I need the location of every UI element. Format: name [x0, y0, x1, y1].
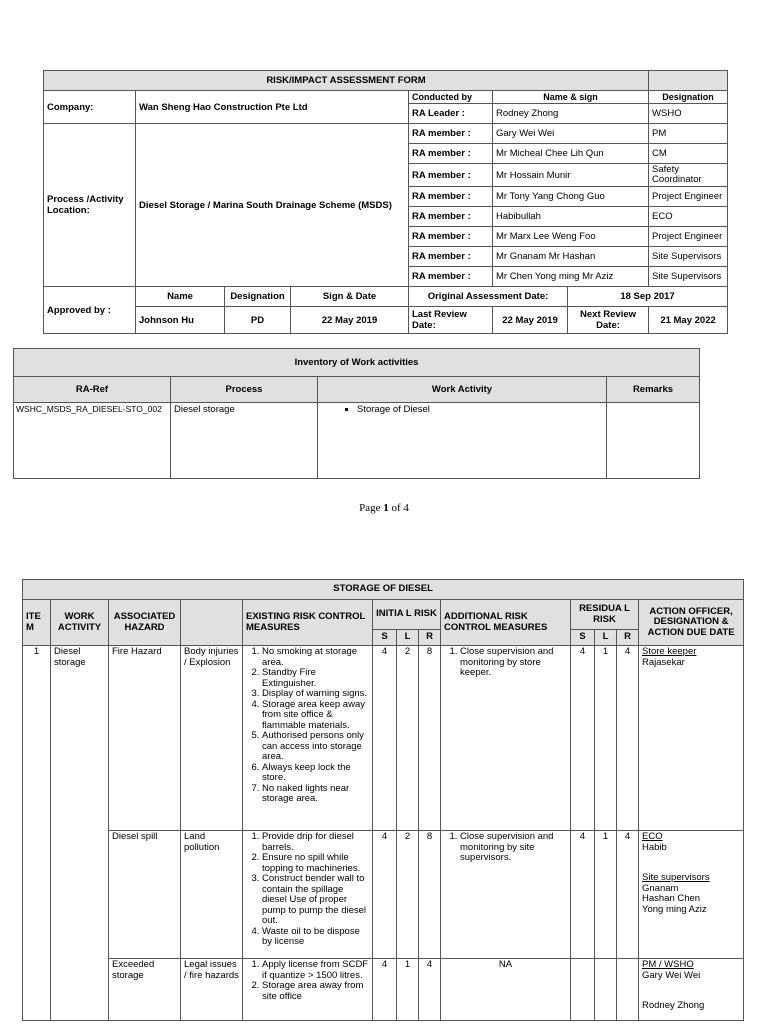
- initial-s: 4: [373, 831, 397, 959]
- approved-by-label: Approved by :: [44, 287, 136, 334]
- member-name: Habibullah: [493, 207, 649, 227]
- inventory-header-process: Process: [171, 377, 318, 403]
- process-label: Process /Activity Location:: [44, 124, 136, 287]
- list-item: 7. No naked lights near storage area.: [262, 784, 369, 805]
- member-role: RA member :: [409, 227, 493, 247]
- hazard: Exceeded storage: [109, 959, 181, 1021]
- next-review-date: 21 May 2022: [649, 307, 728, 334]
- member-name: Rodney Zhong: [493, 104, 649, 124]
- form-title: RISK/IMPACT ASSESSMENT FORM: [44, 71, 649, 91]
- initial-l: 1: [397, 959, 419, 1021]
- action-officer: [639, 646, 744, 831]
- member-role: RA member :: [409, 164, 493, 187]
- inventory-process: Diesel storage: [171, 403, 318, 479]
- header-additional: ADDITIONAL RISK CONTROL MEASURES: [441, 600, 571, 646]
- residual-r: 4: [617, 646, 639, 831]
- last-review-date: 22 May 2019: [493, 307, 568, 334]
- member-name: Mr Gnanam Mr Hashan: [493, 247, 649, 267]
- last-review-label: Last Review Date:: [409, 307, 493, 334]
- list-item: 1. Apply license from SCDF if quantize > 1500 litres.: [262, 960, 369, 981]
- member-role: RA member :: [409, 187, 493, 207]
- header-item: ITE M: [23, 600, 51, 646]
- officer-names: Gary Wei Wei: [642, 969, 701, 981]
- member-role: RA member :: [409, 144, 493, 164]
- approval-name-header: Name: [136, 287, 225, 307]
- residual-l: 1: [595, 831, 617, 959]
- residual-r: [617, 959, 639, 1021]
- initial-s: 4: [373, 959, 397, 1021]
- officer-names: Rodney Zhong: [642, 1000, 705, 1011]
- company-value: Wan Sheng Hao Construction Pte Ltd: [136, 91, 409, 124]
- inventory-header-remarks: Remarks: [607, 377, 700, 403]
- list-item: 5. Authorised persons only can access into storage area.: [262, 731, 369, 763]
- list-item: 6. Always keep lock the store.: [262, 763, 369, 784]
- member-designation: Project Engineer: [649, 187, 728, 207]
- original-assessment-date: 18 Sep 2017: [568, 287, 728, 307]
- officer-names: Rajasekar: [642, 656, 685, 668]
- inventory-title: Inventory of Work activities: [14, 349, 700, 377]
- member-role: RA member :: [409, 247, 493, 267]
- consequence: Land pollution: [181, 831, 243, 959]
- header-initial-risk: INITIA L RISK: [373, 600, 441, 630]
- member-designation: CM: [649, 144, 728, 164]
- page-current: 1: [383, 502, 389, 514]
- member-role: RA Leader :: [409, 104, 493, 124]
- header-initial-s: S: [373, 630, 397, 646]
- approval-name: Johnson Hu: [136, 307, 225, 334]
- header-initial-l: L: [397, 630, 419, 646]
- consequence: Legal issues / fire hazards: [181, 959, 243, 1021]
- member-designation: WSHO: [649, 104, 728, 124]
- process-value: Diesel Storage / Marina South Drainage Scheme (MSDS): [136, 124, 409, 287]
- inventory-activity-cell: [318, 403, 607, 479]
- officer-title: Site supervisors: [642, 872, 710, 883]
- consequence: Body injuries / Explosion: [181, 646, 243, 831]
- header-initial-r: R: [419, 630, 441, 646]
- name-sign-header: Name & sign: [493, 91, 649, 104]
- list-item: 3. Construct bender wall to contain the spillage diesel Use of proper pump to pump the diesel out.: [262, 874, 369, 927]
- header-action-officer: ACTION OFFICER, DESIGNATION & ACTION DUE DATE: [639, 600, 744, 646]
- inventory-remarks: [607, 403, 700, 479]
- inventory-activity-list: [321, 404, 603, 415]
- next-review-label: Next Review Date:: [568, 307, 649, 334]
- list-item: 2. Ensure no spill while topping to machineries.: [262, 853, 369, 874]
- designation-header: Designation: [649, 91, 728, 104]
- initial-r: 8: [419, 646, 441, 831]
- inventory-ref: WSHC_MSDS_RA_DIESEL-STO_002: [14, 403, 171, 479]
- officer-title: Store keeper: [642, 646, 697, 657]
- header-work-activity: WORK ACTIVITY: [51, 600, 109, 646]
- action-officer: [639, 831, 744, 959]
- list-item: 4. Waste oil to be dispose by license: [262, 927, 369, 948]
- existing-controls: [243, 959, 373, 1021]
- officer-title: PM / WSHO: [642, 959, 694, 970]
- page-text-before: Page: [359, 502, 384, 514]
- page-text-mid: of: [388, 502, 404, 514]
- initial-r: 8: [419, 831, 441, 959]
- residual-l: [595, 959, 617, 1021]
- member-name: Mr Tony Yang Chong Guo: [493, 187, 649, 207]
- inventory-table: [13, 348, 700, 479]
- residual-s: [571, 959, 595, 1021]
- conducted-by-header: Conducted by: [409, 91, 493, 104]
- header-residual-s: S: [571, 630, 595, 646]
- residual-l: 1: [595, 646, 617, 831]
- approval-sign-date-header: Sign & Date: [291, 287, 409, 307]
- existing-controls: [243, 831, 373, 959]
- officer-title: ECO: [642, 831, 663, 842]
- item-number: 1: [23, 646, 51, 1021]
- member-name: Gary Wei Wei: [493, 124, 649, 144]
- residual-s: 4: [571, 646, 595, 831]
- original-assessment-date-label: Original Assessment Date:: [409, 287, 568, 307]
- header-residual-l: L: [595, 630, 617, 646]
- member-role: RA member :: [409, 207, 493, 227]
- member-designation: Site Supervisors: [649, 247, 728, 267]
- list-item: 4. Storage area keep away from site office & flammable materials.: [262, 700, 369, 732]
- storage-risk-table: [22, 579, 744, 1021]
- member-name: Mr Chen Yong ming Mr Aziz: [493, 267, 649, 287]
- initial-r: 4: [419, 959, 441, 1021]
- officer-names: Gnanam Hashan Chen Yong ming Aziz: [642, 882, 707, 915]
- member-name: Mr Hossain Munir: [493, 164, 649, 187]
- initial-l: 2: [397, 831, 419, 959]
- member-designation: Project Engineer: [649, 227, 728, 247]
- member-designation: PM: [649, 124, 728, 144]
- approval-sign-date: 22 May 2019: [291, 307, 409, 334]
- hazard: Fire Hazard: [109, 646, 181, 831]
- member-name: Mr Marx Lee Weng Foo: [493, 227, 649, 247]
- table-row: [23, 646, 744, 831]
- officer-names: Habib: [642, 841, 667, 853]
- header-residual-r: R: [617, 630, 639, 646]
- page-total: 4: [403, 502, 409, 514]
- additional-controls: [441, 831, 571, 959]
- inventory-header-ref: RA-Ref: [14, 377, 171, 403]
- header-hazard: ASSOCIATED HAZARD: [109, 600, 181, 646]
- approval-designation: PD: [225, 307, 291, 334]
- ra-assessment-form: [43, 70, 728, 334]
- existing-controls: [243, 646, 373, 831]
- approval-designation-header: Designation: [225, 287, 291, 307]
- initial-l: 2: [397, 646, 419, 831]
- member-name: Mr Micheal Chee Lih Qun: [493, 144, 649, 164]
- table-row: [23, 959, 744, 1021]
- list-item: 1. No smoking at storage area.: [262, 647, 369, 668]
- member-role: RA member :: [409, 124, 493, 144]
- header-existing: EXISTING RISK CONTROL MEASURES: [243, 600, 373, 646]
- action-officer: [639, 959, 744, 1021]
- member-role: RA member :: [409, 267, 493, 287]
- header-residual-risk: RESIDUA L RISK: [571, 600, 639, 630]
- list-item: 3. Display of warning signs.: [262, 689, 369, 700]
- company-label: Company:: [44, 91, 136, 124]
- residual-r: 4: [617, 831, 639, 959]
- hazard: Diesel spill: [109, 831, 181, 959]
- residual-s: 4: [571, 831, 595, 959]
- member-designation: Site Supervisors: [649, 267, 728, 287]
- inventory-header-activity: Work Activity: [318, 377, 607, 403]
- list-item: 2. Standby Fire Extinguisher.: [262, 668, 369, 689]
- page-number: [0, 502, 768, 514]
- member-designation: Safety Coordinator: [649, 164, 728, 187]
- table-row: [23, 831, 744, 959]
- additional-controls: [441, 646, 571, 831]
- list-item: 1. Provide drip for diesel barrels.: [262, 832, 369, 853]
- member-designation: ECO: [649, 207, 728, 227]
- inventory-activity: ▪ Storage of Diesel: [357, 404, 603, 415]
- storage-title: STORAGE OF DIESEL: [23, 580, 744, 600]
- additional-controls-na: NA: [441, 959, 571, 1021]
- list-item: 2. Storage area away from site office: [262, 981, 369, 1002]
- work-activity: Diesel storage: [51, 646, 109, 1021]
- list-item: 1. Close supervision and monitoring by site supervisors.: [460, 832, 567, 864]
- list-item: 1. Close supervision and monitoring by store keeper.: [460, 647, 567, 679]
- initial-s: 4: [373, 646, 397, 831]
